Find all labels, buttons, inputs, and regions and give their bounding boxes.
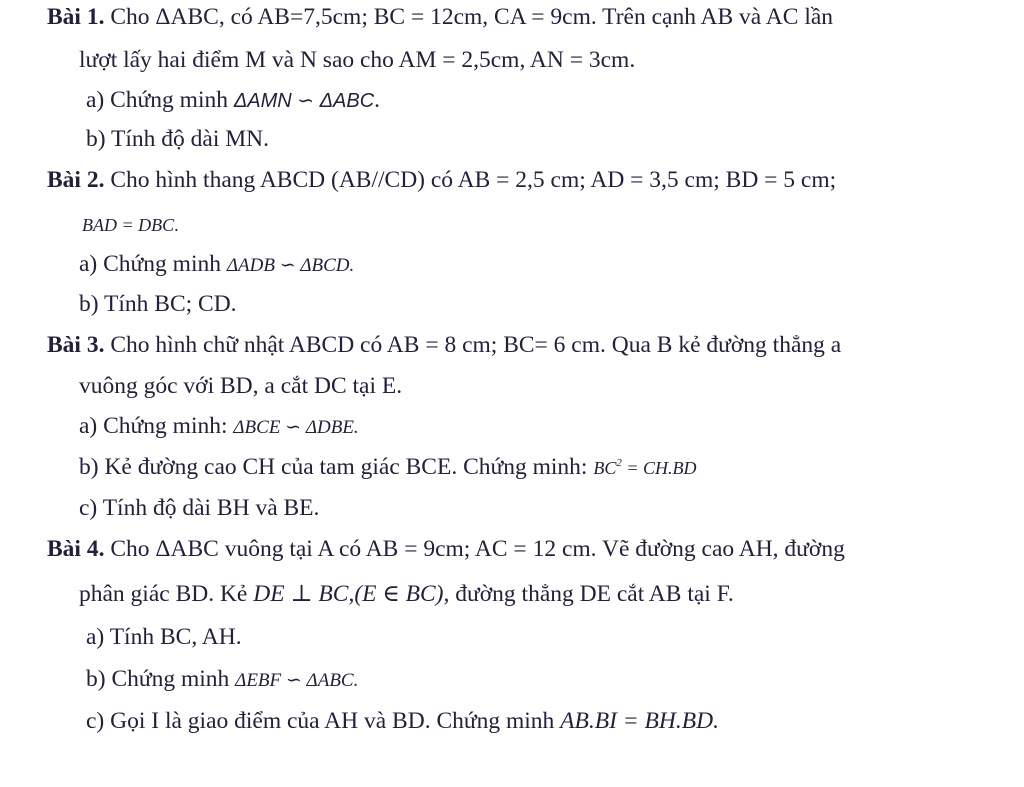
problem-4-line-1 [47, 535, 845, 563]
problem-4-line-2-math: DE ⊥ BC,(E ∈ BC) [253, 581, 444, 607]
problem-3-part-b: b) Kẻ đường cao CH của tam giác BCE. Chứng minh: $BC^2 = CH.BD$ [79, 454, 697, 480]
problem-2-formula: BAD = DBC. [82, 215, 179, 235]
problem-2-label: Bài 2. [47, 167, 105, 193]
problem-4-part-a: a) Tính BC, AH. [86, 624, 242, 650]
problem-4-part-c-math: AB.BI = BH.BD. [560, 708, 719, 734]
problem-1-statement-1: Cho ΔABC, có AB=7,5cm; BC = 12cm, CA = 9cm. Trên cạnh AB và AC lần [110, 4, 834, 30]
problem-2-part-b: b) Tính BC; CD. [79, 291, 237, 317]
problem-3-part-a-math: ΔBCE ∽ ΔDBE. [233, 417, 359, 438]
problem-1-part-b: b) Tính độ dài MN. [86, 126, 269, 152]
problem-1-label: Bài 1. [47, 4, 105, 30]
problem-4-label: Bài 4. [47, 536, 105, 562]
problem-1-line-1 [47, 3, 833, 31]
problem-3-part-a: a) Chứng minh: ΔBCE ∽ ΔDBE. [79, 413, 359, 439]
problem-3-statement-1: Cho hình chữ nhật ABCD có AB = 8 cm; BC= 6 cm. Qua B kẻ đường thẳng a [110, 332, 842, 358]
problem-2-part-a-math: ΔADB ∽ ΔBCD. [226, 255, 355, 276]
problem-1-line-2 [79, 46, 635, 74]
problem-2-part-a: a) Chứng minh ΔADB ∽ ΔBCD. [79, 251, 355, 277]
problem-4-part-c: c) Gọi I là giao điểm của AH và BD. Chứng minh AB.BI = BH.BD. [86, 708, 719, 734]
problem-3-part-c: c) Tính độ dài BH và BE. [79, 495, 320, 521]
problem-2-formula-math: BAD = DBC [82, 215, 175, 235]
problem-3-part-b-math: $BC^2 = CH.BD$ [593, 457, 697, 478]
problem-3-statement-2: vuông góc với BD, a cắt DC tại E. [79, 373, 403, 399]
problem-1-part-a-math: ΔAMN ∽ ΔABC [233, 90, 375, 112]
problem-4-part-b-math: ΔEBF ∽ ΔABC. [235, 670, 359, 691]
problem-3-label: Bài 3. [47, 332, 105, 358]
problem-4-part-b: b) Chứng minh ΔEBF ∽ ΔABC. [86, 666, 359, 692]
problem-1-statement-2: lượt lấy hai điểm M và N sao cho AM = 2,5cm, AN = 3cm. [79, 47, 636, 73]
problem-1-part-a: a) Chứng minh ΔAMN ∽ ΔABC. [86, 87, 381, 113]
problem-3-line-1 [47, 331, 841, 359]
problem-4-statement-1: Cho ΔABC vuông tại A có AB = 9cm; AC = 12 cm. Vẽ đường cao AH, đường [110, 536, 845, 562]
problem-3-line-2 [79, 372, 402, 400]
problem-2-line-1 [47, 166, 836, 194]
problem-2-statement-1: Cho hình thang ABCD (AB//CD) có AB = 2,5 cm; AD = 3,5 cm; BD = 5 cm; [110, 167, 837, 193]
problem-4-line-2: phân giác BD. Kẻ DE ⊥ BC,(E ∈ BC), đường thẳng DE cắt AB tại F. [79, 581, 734, 607]
